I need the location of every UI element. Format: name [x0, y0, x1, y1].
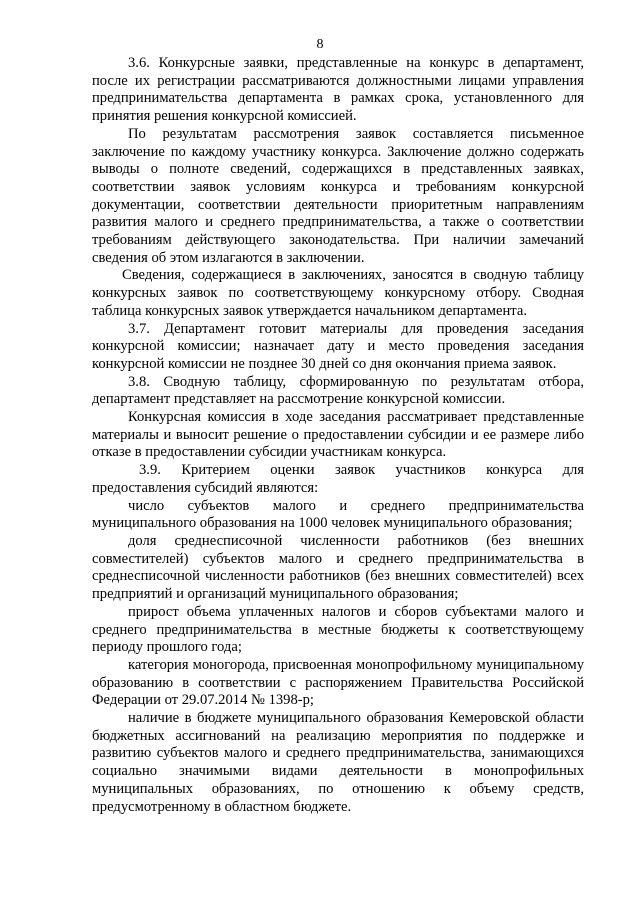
- criterion-employee-share: доля среднесписочной численности работников (без внешних совместителей) субъектов малого и среднего предпринимательства в среднесписочной численности работников (без внешних совместителей) всех предприятий и организаций муниципального образования;: [92, 532, 584, 603]
- criterion-tax-growth: прирост объема уплаченных налогов и сборов субъектами малого и среднего предпринимательства в местные бюджеты к соответствующему периоду прошлого года;: [92, 603, 584, 656]
- paragraph-summary-table: Сведения, содержащиеся в заключениях, заносятся в сводную таблицу конкурсных заявок по соответствующему конкурсному отбору. Сводная таблица конкурсных заявок утверждается начальником департамента.: [92, 267, 584, 319]
- paragraph-review-results: По результатам рассмотрения заявок составляется письменное заключение по каждому участнику конкурса. Заключение должно содержать выводы о полноте сведений, содержащихся в представленных заявках, соответствии заявок условиям конкурса и требованиям конкурсной документации, соответствии деятельности приоритетным направлениям развития малого и среднего предпринимательства, а также о соответствии требованиям действующего законодательства. При наличии замечаний сведения об этом излагаются в заключении.: [92, 125, 584, 266]
- paragraph-3-7: 3.7. Департамент готовит материалы для проведения заседания конкурсной комиссии; назначает дату и место проведения заседания конкурсной комиссии не позднее 30 дней со дня окончания приема заявок.: [92, 320, 584, 372]
- criterion-number-of-smes: число субъектов малого и среднего предпринимательства муниципального образования на 1000 человек муниципального образования;: [92, 497, 584, 532]
- criterion-budget-allocations: наличие в бюджете муниципального образования Кемеровской области бюджетных ассигнований на реализацию мероприятия по поддержке и развитию субъектов малого и среднего предпринимательства, занимающихся социально значимыми видами деятельности в монопрофильных муниципальных образованиях, по отношению к объему средств, предусмотренному в областном бюджете.: [92, 710, 584, 815]
- document-body: [92, 55, 584, 816]
- paragraph-3-8: 3.8. Сводную таблицу, сформированную по результатам отбора, департамент представляет на рассмотрение конкурсной комиссии.: [92, 373, 584, 408]
- criterion-monotown-category: категория моногорода, присвоенная монопрофильному муниципальному образованию в соответствии с распоряжением Правительства Российской Федерации от 29.07.2014 № 1398-р;: [92, 656, 584, 709]
- paragraph-3-6: 3.6. Конкурсные заявки, представленные на конкурс в департамент, после их регистрации рассматриваются должностными лицами управления предпринимательства департамента в рамках срока, установленного для принятия решения конкурсной комиссией.: [92, 55, 584, 125]
- page-number: 8: [316, 37, 324, 52]
- paragraph-commission-decision: Конкурсная комиссия в ходе заседания рассматривает представленные материалы и выносит решение о предоставлении субсидии и ее размере либо отказе в предоставлении субсидии участникам конкурса.: [92, 409, 584, 461]
- paragraph-3-9: 3.9. Критерием оценки заявок участников конкурса для предоставления субсидий являются:: [92, 462, 584, 496]
